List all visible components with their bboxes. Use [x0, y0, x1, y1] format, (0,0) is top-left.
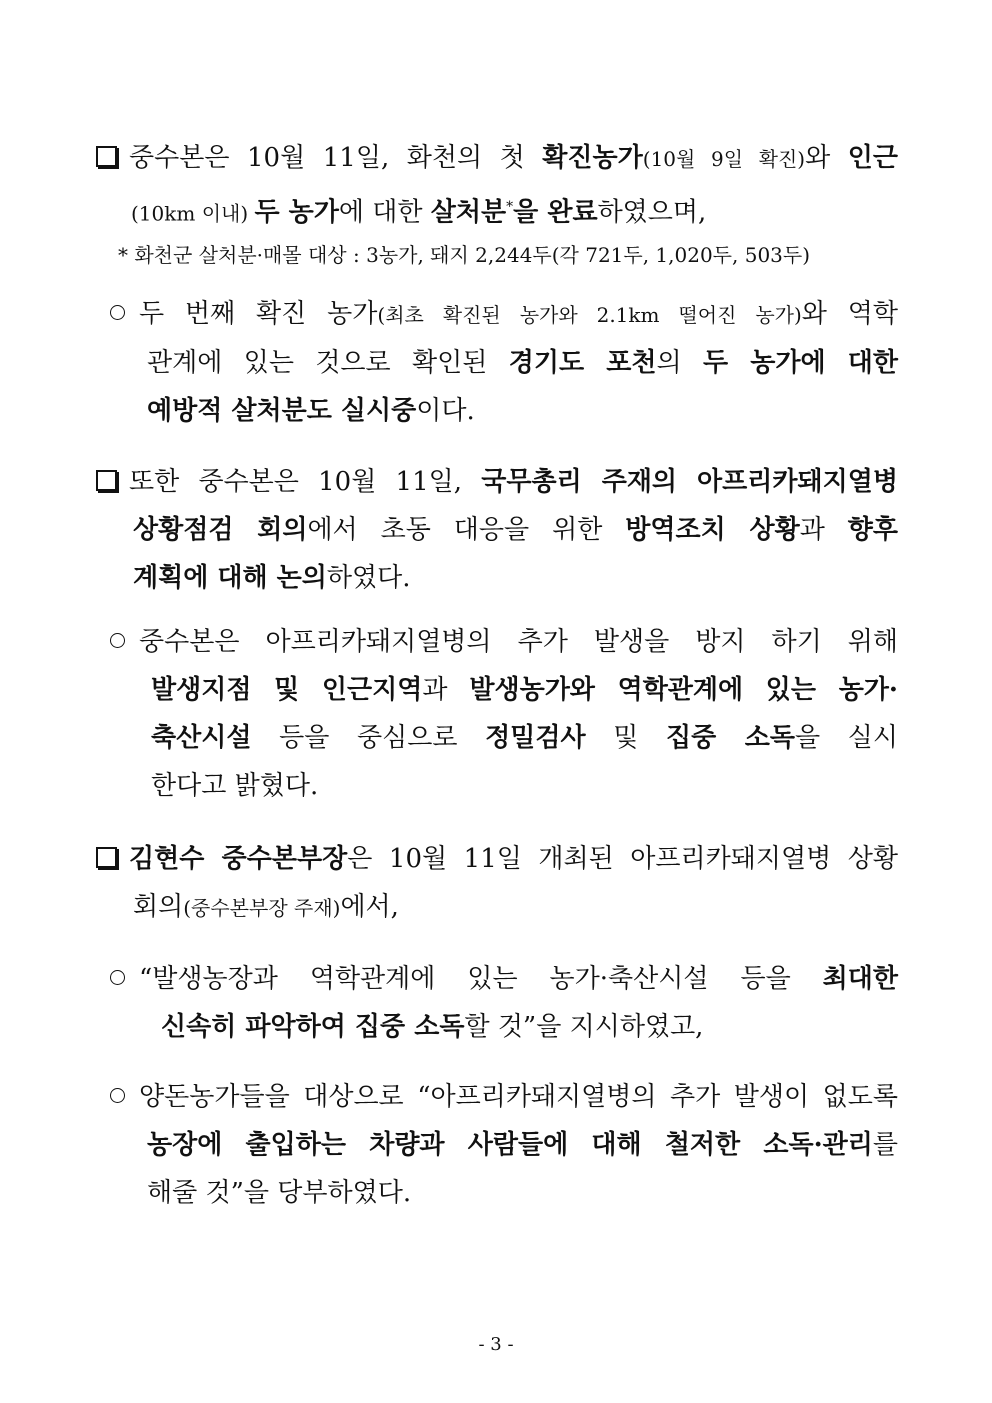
section-2 [96, 458, 898, 602]
sub-line: 관계에 있는 것으로 확인된 경기도 포천의 두 농가에 대한 [147, 348, 898, 378]
section-2-line-3: 계획에 대해 논의하였다. [133, 563, 411, 593]
section-3-sub-1 [110, 955, 898, 1051]
circle-bullet-icon [110, 305, 125, 320]
footnote-culling-targets: * 화천군 살처분·매몰 대상 : 3농가, 돼지 2,244두(각 721두, 1,020두, 503두) [118, 243, 811, 267]
sub-line: 중수본은 아프리카돼지열병의 추가 발생을 방지 하기 위해 [110, 618, 898, 666]
sub-line: 발생지점 및 인근지역과 발생농가와 역학관계에 있는 농가· [151, 675, 898, 705]
section-2-line-2: 상황점검 회의에서 초동 대응을 위한 방역조치 상황과 향후 [133, 515, 898, 545]
section-3 [96, 835, 898, 932]
sub-line: 해줄 것”을 당부하였다. [147, 1178, 412, 1208]
sub-line: 농장에 출입하는 차량과 사람들에 대해 철저한 소독·관리를 [147, 1130, 898, 1160]
section-1-line-1: 중수본은 10월 11일, 화천의 첫 확진농가(10월 9일 확진)와 인근 [96, 134, 898, 183]
checkbox-square-icon [96, 146, 117, 167]
sub-line: 두 번째 확진 농가(최초 확진된 농가와 2.1km 떨어진 농가)와 역학 [110, 290, 898, 339]
sub-line: 양돈농가들을 대상으로 “아프리카돼지열병의 추가 발생이 없도록 [110, 1073, 898, 1121]
checkbox-square-icon [96, 470, 117, 491]
section-3-sub-2 [110, 1073, 898, 1217]
section-1-line-2: (10km 이내) 두 농가에 대한 살처분*을 완료하였으며, [131, 197, 707, 228]
sub-line: 한다고 밝혔다. [151, 771, 319, 801]
sub-line: 예방적 살처분도 실시중이다. [147, 396, 475, 426]
sub-line: “발생농장과 역학관계에 있는 농가·축산시설 등을 최대한 [110, 955, 898, 1003]
checkbox-square-icon [96, 847, 117, 868]
sub-line: 축산시설 등을 중심으로 정밀검사 및 집중 소독을 실시 [151, 723, 898, 753]
section-1 [96, 134, 898, 238]
circle-bullet-icon [110, 633, 125, 648]
section-2-sub-1 [110, 618, 898, 810]
section-3-line-1: 김현수 중수본부장은 10월 11일 개최된 아프리카돼지열병 상황 [96, 835, 898, 883]
section-2-line-1: 또한 중수본은 10월 11일, 국무총리 주재의 아프리카돼지열병 [96, 458, 898, 506]
circle-bullet-icon [110, 970, 125, 985]
page-number: - 3 - [478, 1334, 514, 1355]
sub-line: 신속히 파악하여 집중 소독할 것”을 지시하였고, [161, 1012, 704, 1042]
circle-bullet-icon [110, 1088, 125, 1103]
section-1-sub-1 [110, 290, 898, 435]
section-3-line-2: 회의(중수본부장 주재)에서, [133, 892, 399, 922]
